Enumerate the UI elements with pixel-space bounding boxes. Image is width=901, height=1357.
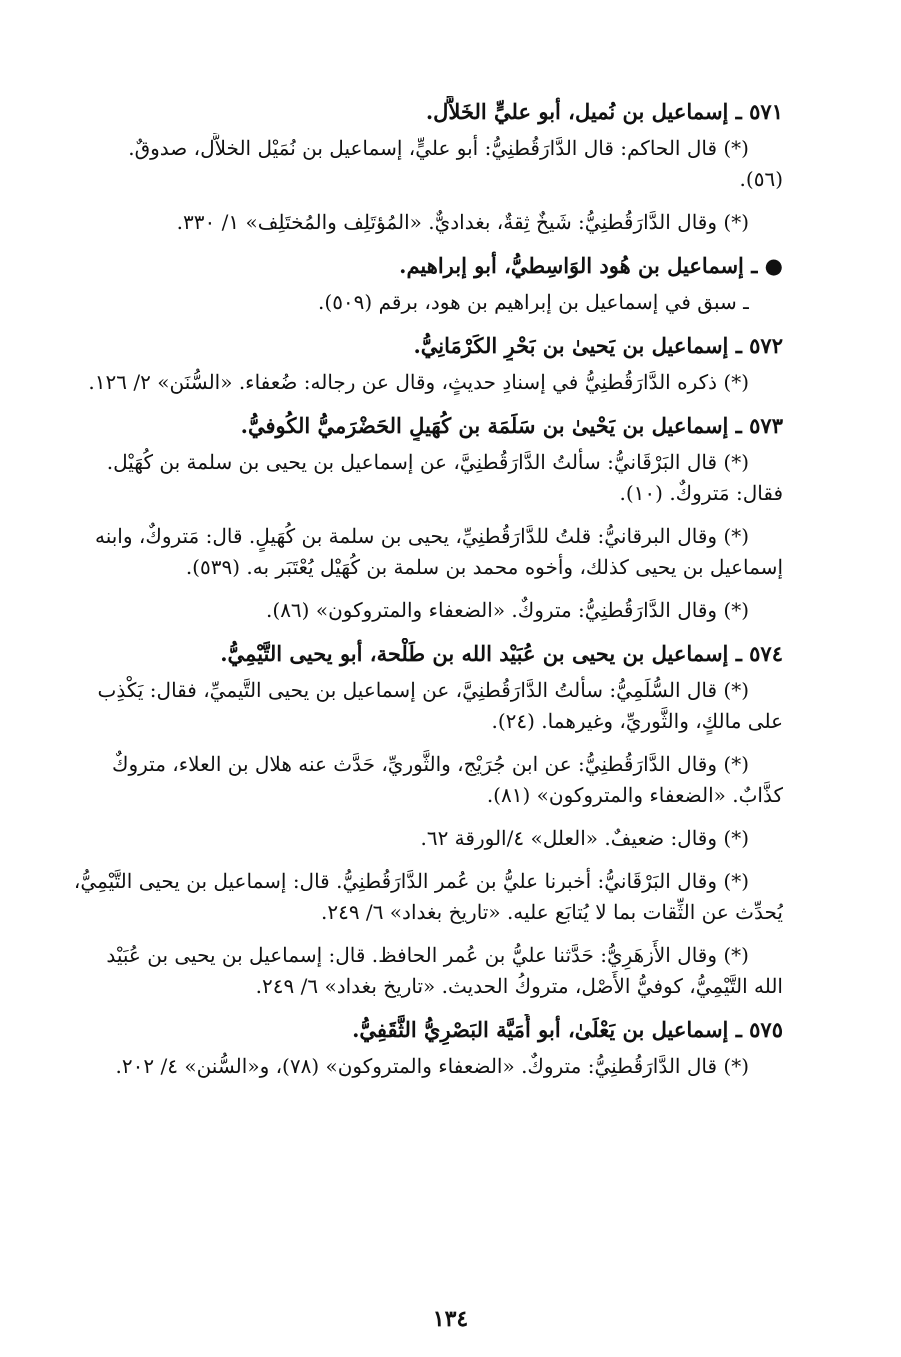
text-line: (*) وقال البرقانيُّ: قلتُ للدَّارَقُطنِيِّ، يحيى بن سلمة بن كُهَيلٍ. قال: مَتروكٌ، وابنه — [94, 524, 749, 548]
page-number: ١٣٤ — [432, 1306, 469, 1332]
paragraph — [8, 287, 783, 318]
paragraph — [8, 367, 783, 398]
paragraph — [8, 1051, 783, 1082]
text-line: كذَّابٌ. «الضعفاء والمتروكون» (٨١). — [486, 783, 783, 807]
entry — [8, 250, 783, 318]
entry — [8, 330, 783, 398]
entry-heading: ٥٧٥ ـ إسماعيل بن يَعْلَىٰ، أبو أُمَيَّة البَصْرِيُّ الثَّقَفِيُّ. — [352, 1017, 783, 1042]
entry-heading: ٥٧١ ـ إسماعيل بن نُميل، أبو عليٍّ الخَلاَّل. — [425, 99, 783, 124]
text-line: على مالكٍ، والثَّوريِّ، وغيرهما. (٢٤). — [491, 709, 783, 733]
text-line: (*) وقال الدَّارَقُطنِيُّ: عن ابن جُرَيْج، والثَّوريِّ، حَدَّث عنه هلال بن العلاء، متروكٌ — [112, 752, 749, 776]
text-line: إسماعيل بن يحيى كذلك، وأخوه محمد بن سلمة بن كُهَيْل يُعْتَبَر به. (٥٣٩). — [185, 555, 783, 579]
text-line: (*) قال البَرْقَانيُّ: سألتُ الدَّارَقُطنِيَّ، عن إسماعيل بن يحيى بن سلمة بن كُهَيْل. — [106, 450, 749, 474]
paragraph — [8, 823, 783, 854]
paragraph — [8, 749, 783, 811]
entry-heading: ٥٧٢ ـ إسماعيل بن يَحيىٰ بن بَحْرٍ الكَرْمَانِيُّ. — [413, 333, 783, 358]
paragraph — [8, 595, 783, 626]
paragraph — [8, 207, 783, 238]
paragraph — [8, 133, 783, 195]
text-line: (*) وقال الدَّارَقُطنِيُّ: متروكٌ. «الضعفاء والمتروكون» (٨٦). — [266, 598, 749, 622]
entry — [8, 1014, 783, 1082]
paragraph — [8, 521, 783, 583]
entry-heading: ٥٧٣ ـ إسماعيل بن يَحْيىٰ بن سَلَمَة بن كُهَيلٍ الحَضْرَميُّ الكُوفيُّ. — [240, 413, 783, 438]
entry — [8, 410, 783, 626]
text-line: (*) وقال الدَّارَقُطنِيُّ: شَيخٌ ثِقةٌ، بغداديٌّ. «المُؤتَلِف والمُختَلِف» ١/ ٣٣٠. — [176, 210, 749, 234]
paragraph — [8, 866, 783, 928]
text-line: (*) قال السُّلَمِيُّ: سألتُ الدَّارَقُطنِيَّ، عن إسماعيل بن يحيى التَّيميِّ، فقال: يَكْذِب — [97, 678, 749, 702]
text-line: فقال: مَتروكٌ. (١٠). — [619, 481, 783, 505]
text-line: يُحدِّث عن الثِّقات بما لا يُتابَع عليه. «تاريخ بغداد» ٦/ ٢٤٩. — [320, 900, 783, 924]
paragraph — [8, 940, 783, 1002]
text-line: (*) وقال: ضعيفٌ. «العلل» ٤/الورقة ٦٢. — [420, 826, 749, 850]
text-line: (*) وقال البَرْقَانيُّ: أخبرنا عليُّ بن عُمر الدَّارَقُطنِيُّ. قال: إسماعيل بن يحيى التَّيْمِيُّ، — [73, 869, 749, 893]
paragraph — [8, 447, 783, 509]
text-line: ـ سبق في إسماعيل بن إبراهيم بن هود، برقم (٥٠٩). — [318, 290, 749, 314]
text-line: الله التَّيْمِيُّ، كوفيُّ الأَصْل، متروكُ الحديث. «تاريخ بغداد» ٦/ ٢٤٩. — [255, 974, 783, 998]
paragraph — [8, 675, 783, 737]
text-line: (*) وقال الأَزهَرِيُّ: حَدَّثنا عليُّ بن عُمر الحافظ. قال: إسماعيل بن يحيى بن عُبَيْد — [106, 943, 749, 967]
entry-heading: ٥٧٤ ـ إسماعيل بن يحيى بن عُبَيْد الله بن طَلْحة، أبو يحيى التَّيْمِيُّ. — [220, 641, 783, 666]
entry-heading: ● ـ إسماعيل بن هُود الوَاسِطيُّ، أبو إبراهيم. — [399, 253, 783, 278]
page-content — [8, 96, 783, 1094]
entry — [8, 638, 783, 1002]
text-line: (*) قال الدَّارَقُطنِيُّ: متروكٌ. «الضعفاء والمتروكون» (٧٨)، و«السُّنن» ٤/ ٢٠٢. — [115, 1054, 749, 1078]
text-line: (٥٦). — [739, 167, 783, 191]
text-line: (*) قال الحاكم: قال الدَّارَقُطنِيُّ: أبو عليٍّ، إسماعيل بن نُمَيْل الخلاَّل، صدوقٌ. — [128, 136, 749, 160]
text-line: (*) ذكره الدَّارَقُطنِيُّ في إسنادِ حديثٍ، وقال عن رجاله: ضُعفاء. «السُّنَن» ٢/ ١٢٦. — [88, 370, 749, 394]
entry — [8, 96, 783, 238]
